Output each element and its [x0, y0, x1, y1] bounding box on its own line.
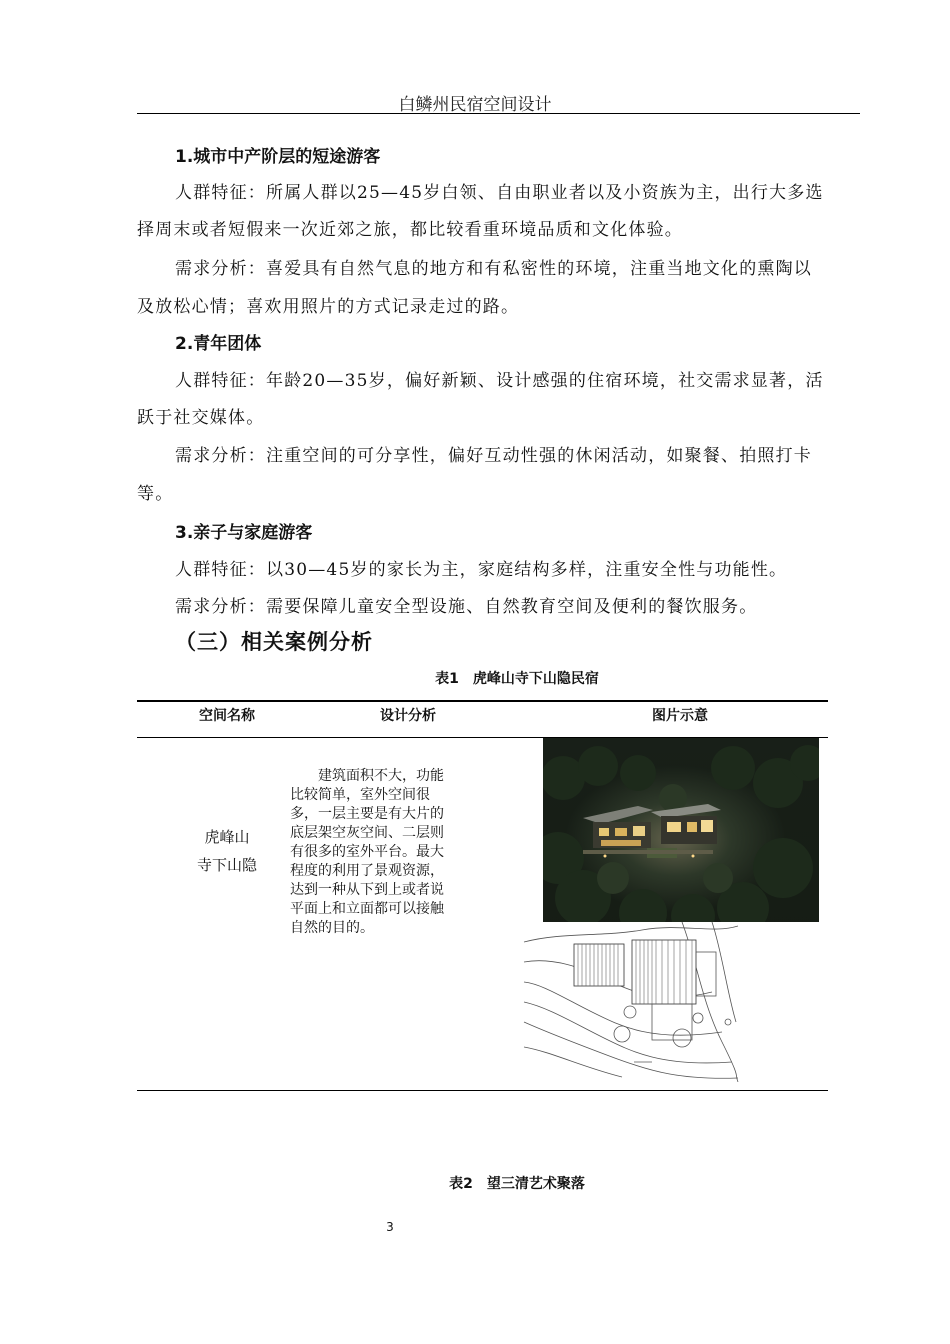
group-1-needs-line-2: 及放松心情；喜欢用照片的方式记录走过的路。	[137, 297, 520, 317]
analysis-line: 达到一种从下到上或者说	[290, 882, 444, 898]
cell-name-line-2: 寺下山隐	[196, 856, 257, 874]
analysis-line: 平面上和立面都可以接触	[290, 901, 444, 917]
table-2-caption: 表2 望三清艺术聚落	[449, 1176, 585, 1192]
analysis-line: 有很多的室外平台。最大	[290, 844, 444, 860]
group-2-heading: 2.青年团体	[175, 334, 262, 354]
analysis-line: 多，一层主要是有大片的	[290, 806, 444, 822]
group-3-heading: 3.亲子与家庭游客	[175, 523, 313, 543]
table-1-header-name: 空间名称	[199, 708, 255, 724]
table-1-cell-analysis	[290, 767, 490, 938]
group-3-feature-line-1: 人群特征：以30—45岁的家长为主，家庭结构多样，注重安全性与功能性。	[175, 560, 788, 580]
group-1-needs-line-1: 需求分析：喜爱具有自然气息的地方和有私密性的环境，注重当地文化的熏陶以	[175, 259, 812, 279]
running-header: 白鳞州民宿空间设计	[398, 95, 552, 115]
group-2-needs-line-1: 需求分析：注重空间的可分享性，偏好互动性强的休闲活动，如聚餐、拍照打卡	[175, 446, 812, 466]
group-1-heading: 1.城市中产阶层的短途游客	[175, 147, 381, 167]
group-2-needs-line-2: 等。	[137, 484, 174, 504]
analysis-line: 程度的利用了景观资源，	[290, 863, 444, 879]
group-1-feature-line-2: 择周末或者短假来一次近郊之旅，都比较看重环境品质和文化体验。	[137, 220, 683, 240]
group-1-feature-line-1: 人群特征：所属人群以25—45岁白领、自由职业者以及小资族为主，出行大多选	[175, 183, 824, 203]
chapter-heading: （三）相关案例分析	[175, 630, 373, 654]
analysis-line: 建筑面积不大，功能	[290, 768, 444, 784]
villa-night-photo	[543, 738, 819, 922]
analysis-line: 底层架空灰空间、二层则	[290, 825, 444, 841]
analysis-line: 比较简单，室外空间很	[290, 787, 430, 803]
group-2-feature-line-2: 跃于社交媒体。	[137, 408, 265, 428]
group-2-feature-line-1: 人群特征：年龄20—35岁，偏好新颖、设计感强的住宿环境，社交需求显著，活	[175, 371, 824, 391]
group-3-needs-line-1: 需求分析：需要保障儿童安全型设施、自然教育空间及便利的餐饮服务。	[175, 597, 758, 617]
analysis-line: 自然的目的。	[290, 920, 374, 936]
table-1-header-image: 图片示意	[652, 708, 708, 724]
table-1-bottom-rule	[137, 1090, 828, 1091]
page-number: 3	[386, 1220, 394, 1234]
table-1-header-analysis: 设计分析	[380, 708, 436, 724]
villa-site-plan	[522, 922, 740, 1082]
table-1-caption: 表1 虎峰山寺下山隐民宿	[435, 671, 599, 687]
table-1-top-rule	[137, 700, 828, 702]
header-rule	[137, 113, 860, 114]
cell-name-line-1: 虎峰山	[204, 828, 250, 846]
